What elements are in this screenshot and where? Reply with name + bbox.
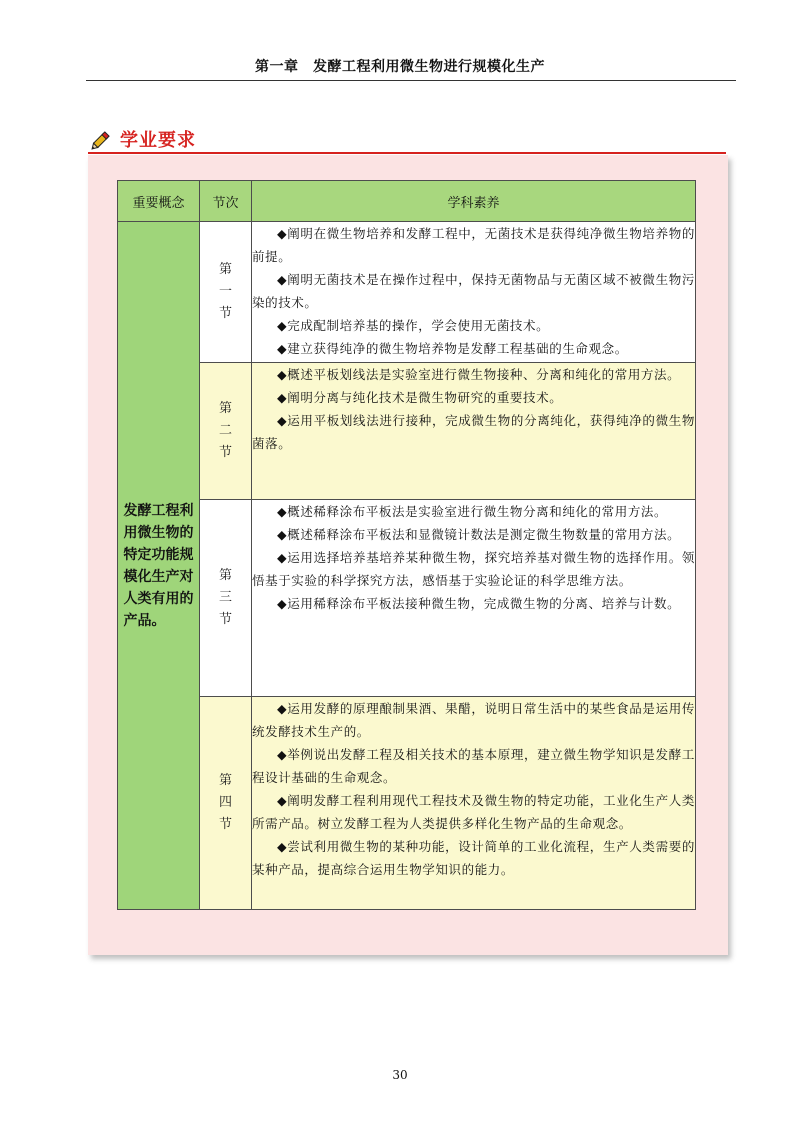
section-title-text: 学业要求 — [120, 130, 196, 151]
section-cell — [200, 697, 252, 910]
title-underline — [88, 152, 726, 154]
header-literacy: 学科素养 — [252, 181, 696, 222]
content-cell — [252, 500, 696, 697]
concept-cell — [118, 222, 200, 910]
header-concept: 重要概念 — [118, 181, 200, 222]
bullet-item: ◆概述稀释涂布平板法是实验室进行微生物分离和纯化的常用方法。 — [277, 504, 668, 519]
bullet-item: ◆阐明分离与纯化技术是微生物研究的重要技术。 — [277, 390, 563, 405]
table-row — [118, 500, 696, 697]
requirements-table — [117, 180, 696, 910]
bullet-item: ◆概述稀释涂布平板法和显微镜计数法是测定微生物数量的常用方法。 — [277, 527, 681, 542]
content-cell — [252, 697, 696, 910]
section-cell — [200, 363, 252, 500]
chapter-header: 第一章 发酵工程利用微生物进行规模化生产 — [255, 59, 545, 75]
header-divider — [86, 80, 736, 81]
bullet-item: ◆阐明无菌技术是在操作过程中，保持无菌物品与无菌区域不被微生物污染的技术。 — [252, 272, 695, 310]
bullet-item: ◆阐明在微生物培养和发酵工程中，无菌技术是获得纯净微生物培养物的前提。 — [252, 226, 695, 264]
table-row — [118, 363, 696, 500]
section-label: 第三节 — [218, 568, 232, 627]
bullet-item: ◆建立获得纯净的微生物培养物是发酵工程基础的生命观念。 — [277, 341, 628, 356]
bullet-item: ◆运用平板划线法进行接种，完成微生物的分离纯化，获得纯净的微生物菌落。 — [252, 413, 695, 451]
content-cell — [252, 222, 696, 363]
bullet-item: ◆举例说出发酵工程及相关技术的基本原理，建立微生物学知识是发酵工程设计基础的生命观念。 — [252, 747, 695, 785]
section-title — [90, 124, 196, 154]
bullet-item: ◆完成配制培养基的操作，学会使用无菌技术。 — [277, 318, 550, 333]
header-section: 节次 — [200, 181, 252, 222]
bullet-item: ◆运用稀释涂布平板法接种微生物，完成微生物的分离、培养与计数。 — [277, 596, 681, 611]
section-label: 第一节 — [218, 262, 232, 321]
table-header-row — [118, 181, 696, 222]
pencil-icon — [90, 127, 114, 151]
concept-text: 发酵工程利用微生物的特定功能规模化生产对人类有用的产品。 — [123, 502, 194, 629]
section-cell — [200, 222, 252, 363]
bullet-item: ◆尝试利用微生物的某种功能，设计简单的工业化流程，生产人类需要的某种产品，提高综合运用生物学知识的能力。 — [252, 839, 695, 877]
bullet-item: ◆阐明发酵工程利用现代工程技术及微生物的特定功能，工业化生产人类所需产品。树立发酵工程为人类提供多样化生物产品的生命观念。 — [252, 793, 695, 831]
bullet-item: ◆运用选择培养基培养某种微生物，探究培养基对微生物的选择作用。领悟基于实验的科学探究方法，感悟基于实验论证的科学思维方法。 — [252, 550, 695, 588]
section-label: 第二节 — [218, 401, 232, 460]
section-label: 第四节 — [218, 773, 232, 832]
table-row — [118, 222, 696, 363]
table-row — [118, 697, 696, 910]
section-cell — [200, 500, 252, 697]
bullet-item: ◆运用发酵的原理酿制果酒、果醋，说明日常生活中的某些食品是运用传统发酵技术生产的。 — [252, 701, 695, 739]
page-number: 30 — [392, 1068, 408, 1082]
bullet-item: ◆概述平板划线法是实验室进行微生物接种、分离和纯化的常用方法。 — [277, 367, 681, 382]
content-cell — [252, 363, 696, 500]
